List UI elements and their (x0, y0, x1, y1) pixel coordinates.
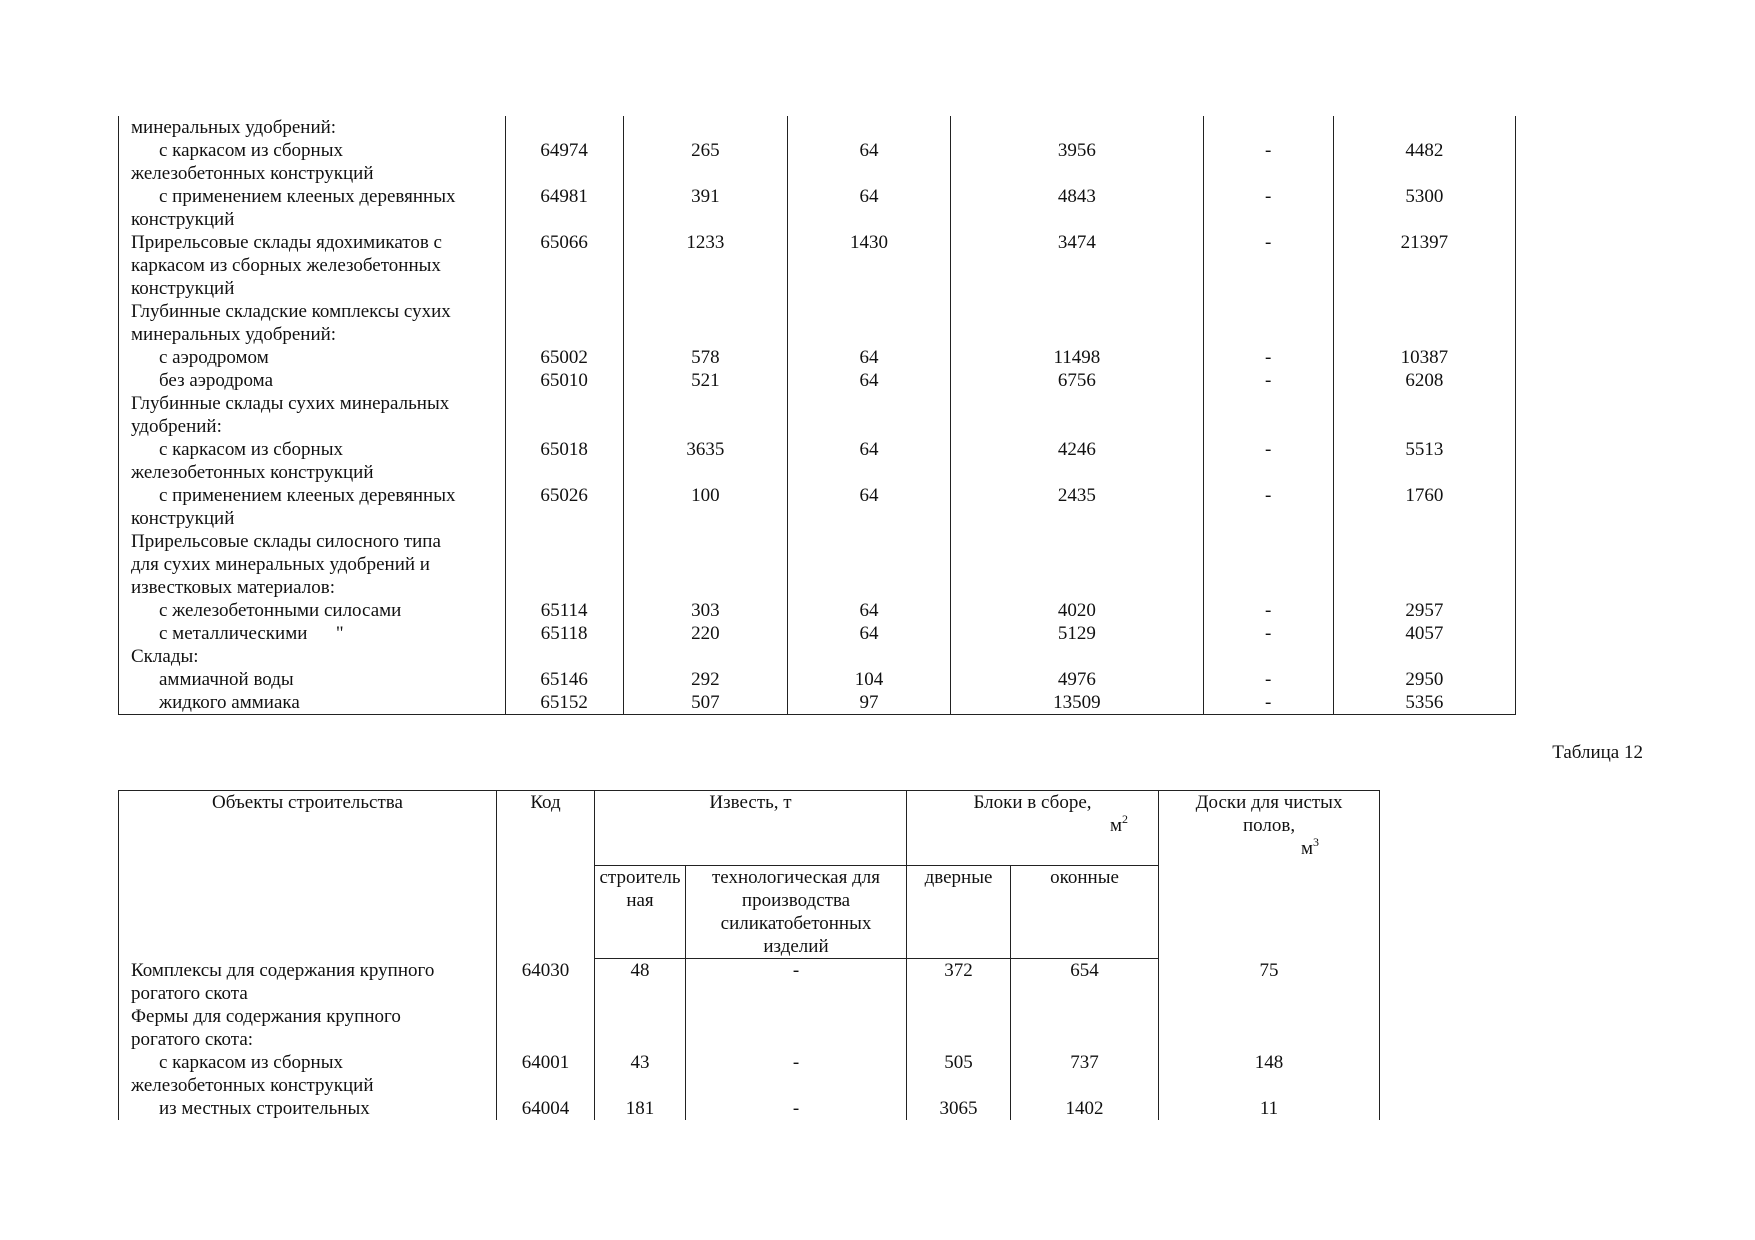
row-value (1203, 645, 1333, 668)
row-object-name (119, 668, 506, 691)
row-code: 64981 (505, 185, 623, 231)
row-code: 65118 (505, 622, 623, 645)
row-value: 1430 (787, 231, 950, 300)
row-object-name (119, 1005, 497, 1051)
row-object-name (119, 392, 506, 438)
row-value: 1233 (623, 231, 787, 300)
row-object-name (119, 645, 506, 668)
row-value: 4482 (1333, 139, 1515, 185)
row-value (1333, 392, 1515, 438)
row-object-name (119, 1097, 497, 1120)
row-code: 64001 (497, 1051, 595, 1097)
row-object-line: железобетонных конструкций (131, 462, 374, 483)
row-value (951, 645, 1203, 668)
row-value: 265 (623, 139, 787, 185)
row-object-line: Глубинные складские комплексы сухих (131, 301, 451, 322)
row-value: 75 (1159, 959, 1380, 1005)
row-value: 303 (623, 599, 787, 622)
table-row (119, 1005, 1380, 1051)
row-value: 48 (595, 959, 686, 1005)
row-object-line: с применением клееных деревянных (159, 186, 456, 207)
row-object-name (119, 300, 506, 346)
table-row (119, 116, 1516, 139)
row-value: 2950 (1333, 668, 1515, 691)
row-value: 372 (907, 959, 1011, 1005)
row-object-name (119, 346, 506, 369)
table-row (119, 530, 1516, 599)
row-value: - (1203, 139, 1333, 185)
row-code (505, 116, 623, 139)
row-code: 64004 (497, 1097, 595, 1120)
row-value: - (1203, 691, 1333, 715)
row-value (787, 300, 950, 346)
row-object-name (119, 369, 506, 392)
row-value: 64 (787, 185, 950, 231)
row-value (1203, 530, 1333, 599)
row-value: 11 (1159, 1097, 1380, 1120)
header-boards (1159, 791, 1380, 959)
row-value (595, 1005, 686, 1051)
row-value: 21397 (1333, 231, 1515, 300)
header-blocks-door: дверные (907, 866, 1011, 959)
row-value: 3956 (951, 139, 1203, 185)
row-value (1333, 300, 1515, 346)
table-row (119, 300, 1516, 346)
row-object-line: без аэродрома (159, 370, 274, 391)
row-value: 148 (1159, 1051, 1380, 1097)
row-object-line: конструкций (131, 278, 235, 299)
table-row (119, 645, 1516, 668)
row-value: - (1203, 599, 1333, 622)
table-row (119, 231, 1516, 300)
row-value: 4843 (951, 185, 1203, 231)
header-lime: Известь, т (595, 791, 907, 866)
row-value (1159, 1005, 1380, 1051)
row-value (951, 530, 1203, 599)
row-object-name (119, 185, 506, 231)
row-value (623, 530, 787, 599)
row-value: 292 (623, 668, 787, 691)
row-value: - (686, 1097, 907, 1120)
row-value: - (1203, 369, 1333, 392)
row-value: - (1203, 484, 1333, 530)
row-code: 65002 (505, 346, 623, 369)
row-object-line: конструкций (131, 508, 235, 529)
row-object-line: железобетонных конструкций (131, 163, 374, 184)
row-value: 5129 (951, 622, 1203, 645)
row-value: 100 (623, 484, 787, 530)
row-value: 4057 (1333, 622, 1515, 645)
row-object-name (119, 116, 506, 139)
row-value: 737 (1011, 1051, 1159, 1097)
row-value: 13509 (951, 691, 1203, 715)
row-object-line: с применением клееных деревянных (159, 485, 456, 506)
row-value: 4246 (951, 438, 1203, 484)
row-object-name (119, 139, 506, 185)
row-code: 65010 (505, 369, 623, 392)
row-code (505, 392, 623, 438)
row-value: 521 (623, 369, 787, 392)
row-object-line: минеральных удобрений: (131, 324, 337, 345)
row-value: 3635 (623, 438, 787, 484)
table-row (119, 346, 1516, 369)
header-blocks (907, 791, 1159, 866)
row-value: - (1203, 622, 1333, 645)
header-boards-unit: м (1300, 838, 1314, 859)
header-objects: Объекты строительства (119, 791, 497, 959)
table-row (119, 484, 1516, 530)
row-value (951, 300, 1203, 346)
header-blocks-window: оконные (1011, 866, 1159, 959)
row-value: - (686, 1051, 907, 1097)
row-object-line: Комплексы для содержания крупного (131, 959, 435, 981)
row-value: 5513 (1333, 438, 1515, 484)
row-object-line: известковых материалов: (131, 577, 335, 598)
header-boards-exp: 3 (1313, 835, 1320, 849)
row-value (951, 116, 1203, 139)
row-code (497, 1005, 595, 1051)
row-object-line: Фермы для содержания крупного (131, 1005, 401, 1027)
row-object-name (119, 484, 506, 530)
table-row (119, 438, 1516, 484)
row-value: 64 (787, 484, 950, 530)
row-value (1203, 392, 1333, 438)
row-value: 64 (787, 438, 950, 484)
row-value: 220 (623, 622, 787, 645)
row-value (623, 392, 787, 438)
row-value (623, 116, 787, 139)
row-value (907, 1005, 1011, 1051)
row-code: 64030 (497, 959, 595, 1005)
row-object-line: конструкций (131, 209, 235, 230)
row-value (787, 530, 950, 599)
row-code (505, 645, 623, 668)
row-value: 64 (787, 346, 950, 369)
row-value: 2435 (951, 484, 1203, 530)
row-object-line: с железобетонными силосами (159, 600, 402, 621)
row-value: - (686, 959, 907, 1005)
row-value: 6208 (1333, 369, 1515, 392)
row-code (505, 530, 623, 599)
row-object-line: с каркасом из сборных (159, 140, 343, 161)
row-value: 10387 (1333, 346, 1515, 369)
header-boards-label: Доски для чистых полов, (1195, 792, 1343, 836)
table-row (119, 599, 1516, 622)
header-blocks-label: Блоки в сборе, (973, 792, 1092, 813)
row-object-name (119, 622, 506, 645)
table-row (119, 622, 1516, 645)
table-row (119, 369, 1516, 392)
row-value: 4020 (951, 599, 1203, 622)
row-value (951, 392, 1203, 438)
row-object-name (119, 1051, 497, 1097)
row-object-name (119, 959, 497, 1005)
row-value (623, 645, 787, 668)
row-object-line: удобрений: (131, 416, 222, 437)
header-lime-construction: строительная (595, 866, 686, 959)
header-lime-tech: технологическая для производства силикатобетонных изделий (686, 866, 907, 959)
row-value: - (1203, 668, 1333, 691)
row-object-line: Прирельсовые склады ядохимикатов с (131, 232, 442, 253)
row-object-line: с каркасом из сборных (159, 439, 343, 460)
row-code (505, 300, 623, 346)
row-value: 64 (787, 369, 950, 392)
table-12-title: Таблица 12 (1552, 742, 1643, 763)
row-code: 65152 (505, 691, 623, 715)
row-object-line: для сухих минеральных удобрений и (131, 554, 430, 575)
row-object-name (119, 438, 506, 484)
row-value: - (1203, 438, 1333, 484)
header-code: Код (497, 791, 595, 959)
table-row (119, 185, 1516, 231)
row-value: 391 (623, 185, 787, 231)
row-value (1203, 300, 1333, 346)
row-value: - (1203, 185, 1333, 231)
row-value (623, 300, 787, 346)
row-value: 104 (787, 668, 950, 691)
row-object-name (119, 691, 506, 715)
row-object-line: минеральных удобрений: (131, 117, 337, 138)
row-value (1333, 530, 1515, 599)
row-value: - (1203, 231, 1333, 300)
table-row (119, 959, 1380, 1005)
row-value (1203, 116, 1333, 139)
row-value: 1402 (1011, 1097, 1159, 1120)
row-object-name (119, 231, 506, 300)
row-value (1333, 116, 1515, 139)
row-value: 11498 (951, 346, 1203, 369)
row-code: 65114 (505, 599, 623, 622)
row-value: 654 (1011, 959, 1159, 1005)
table-row (119, 691, 1516, 715)
row-object-line: с металлическими " (159, 623, 344, 644)
row-value: 507 (623, 691, 787, 715)
row-object-name (119, 530, 506, 599)
row-value: 43 (595, 1051, 686, 1097)
row-value: 505 (907, 1051, 1011, 1097)
row-value: 64 (787, 622, 950, 645)
row-value: 5300 (1333, 185, 1515, 231)
row-value: 3065 (907, 1097, 1011, 1120)
row-value: 3474 (951, 231, 1203, 300)
row-object-line: Склады: (131, 646, 199, 667)
header-blocks-unit: м (1109, 815, 1123, 836)
row-value: - (1203, 346, 1333, 369)
row-code: 65146 (505, 668, 623, 691)
table-row (119, 1051, 1380, 1097)
table-row (119, 139, 1516, 185)
row-value: 4976 (951, 668, 1203, 691)
row-object-line: рогатого скота: (131, 1028, 254, 1050)
row-value: 97 (787, 691, 950, 715)
row-value: 2957 (1333, 599, 1515, 622)
row-value: 6756 (951, 369, 1203, 392)
row-value: 1760 (1333, 484, 1515, 530)
row-value (686, 1005, 907, 1051)
row-object-line: железобетонных конструкций (131, 1074, 374, 1096)
row-object-line: с каркасом из сборных (159, 1051, 343, 1073)
row-value (1011, 1005, 1159, 1051)
row-object-line: аммиачной воды (159, 669, 294, 690)
table-11-continuation (118, 116, 1516, 715)
row-code: 65066 (505, 231, 623, 300)
row-value: 5356 (1333, 691, 1515, 715)
row-object-line: рогатого скота (131, 982, 248, 1004)
row-value: 64 (787, 139, 950, 185)
row-value: 64 (787, 599, 950, 622)
table-row (119, 1097, 1380, 1120)
row-object-line: с аэродромом (159, 347, 269, 368)
row-code: 64974 (505, 139, 623, 185)
row-value (787, 392, 950, 438)
row-object-line: каркасом из сборных железобетонных (131, 255, 441, 276)
row-object-name (119, 599, 506, 622)
row-value: 181 (595, 1097, 686, 1120)
row-object-line: Прирельсовые склады силосного типа (131, 531, 441, 552)
row-value (1333, 645, 1515, 668)
row-code: 65018 (505, 438, 623, 484)
row-value (787, 116, 950, 139)
row-object-line: Глубинные склады сухих минеральных (131, 393, 450, 414)
row-object-line: жидкого аммиака (159, 692, 300, 713)
row-value: 578 (623, 346, 787, 369)
header-blocks-exp: 2 (1122, 812, 1129, 826)
row-value (787, 645, 950, 668)
table-12 (118, 790, 1380, 1120)
row-code: 65026 (505, 484, 623, 530)
table-row (119, 392, 1516, 438)
table-row (119, 668, 1516, 691)
row-object-line: из местных строительных (159, 1097, 370, 1119)
